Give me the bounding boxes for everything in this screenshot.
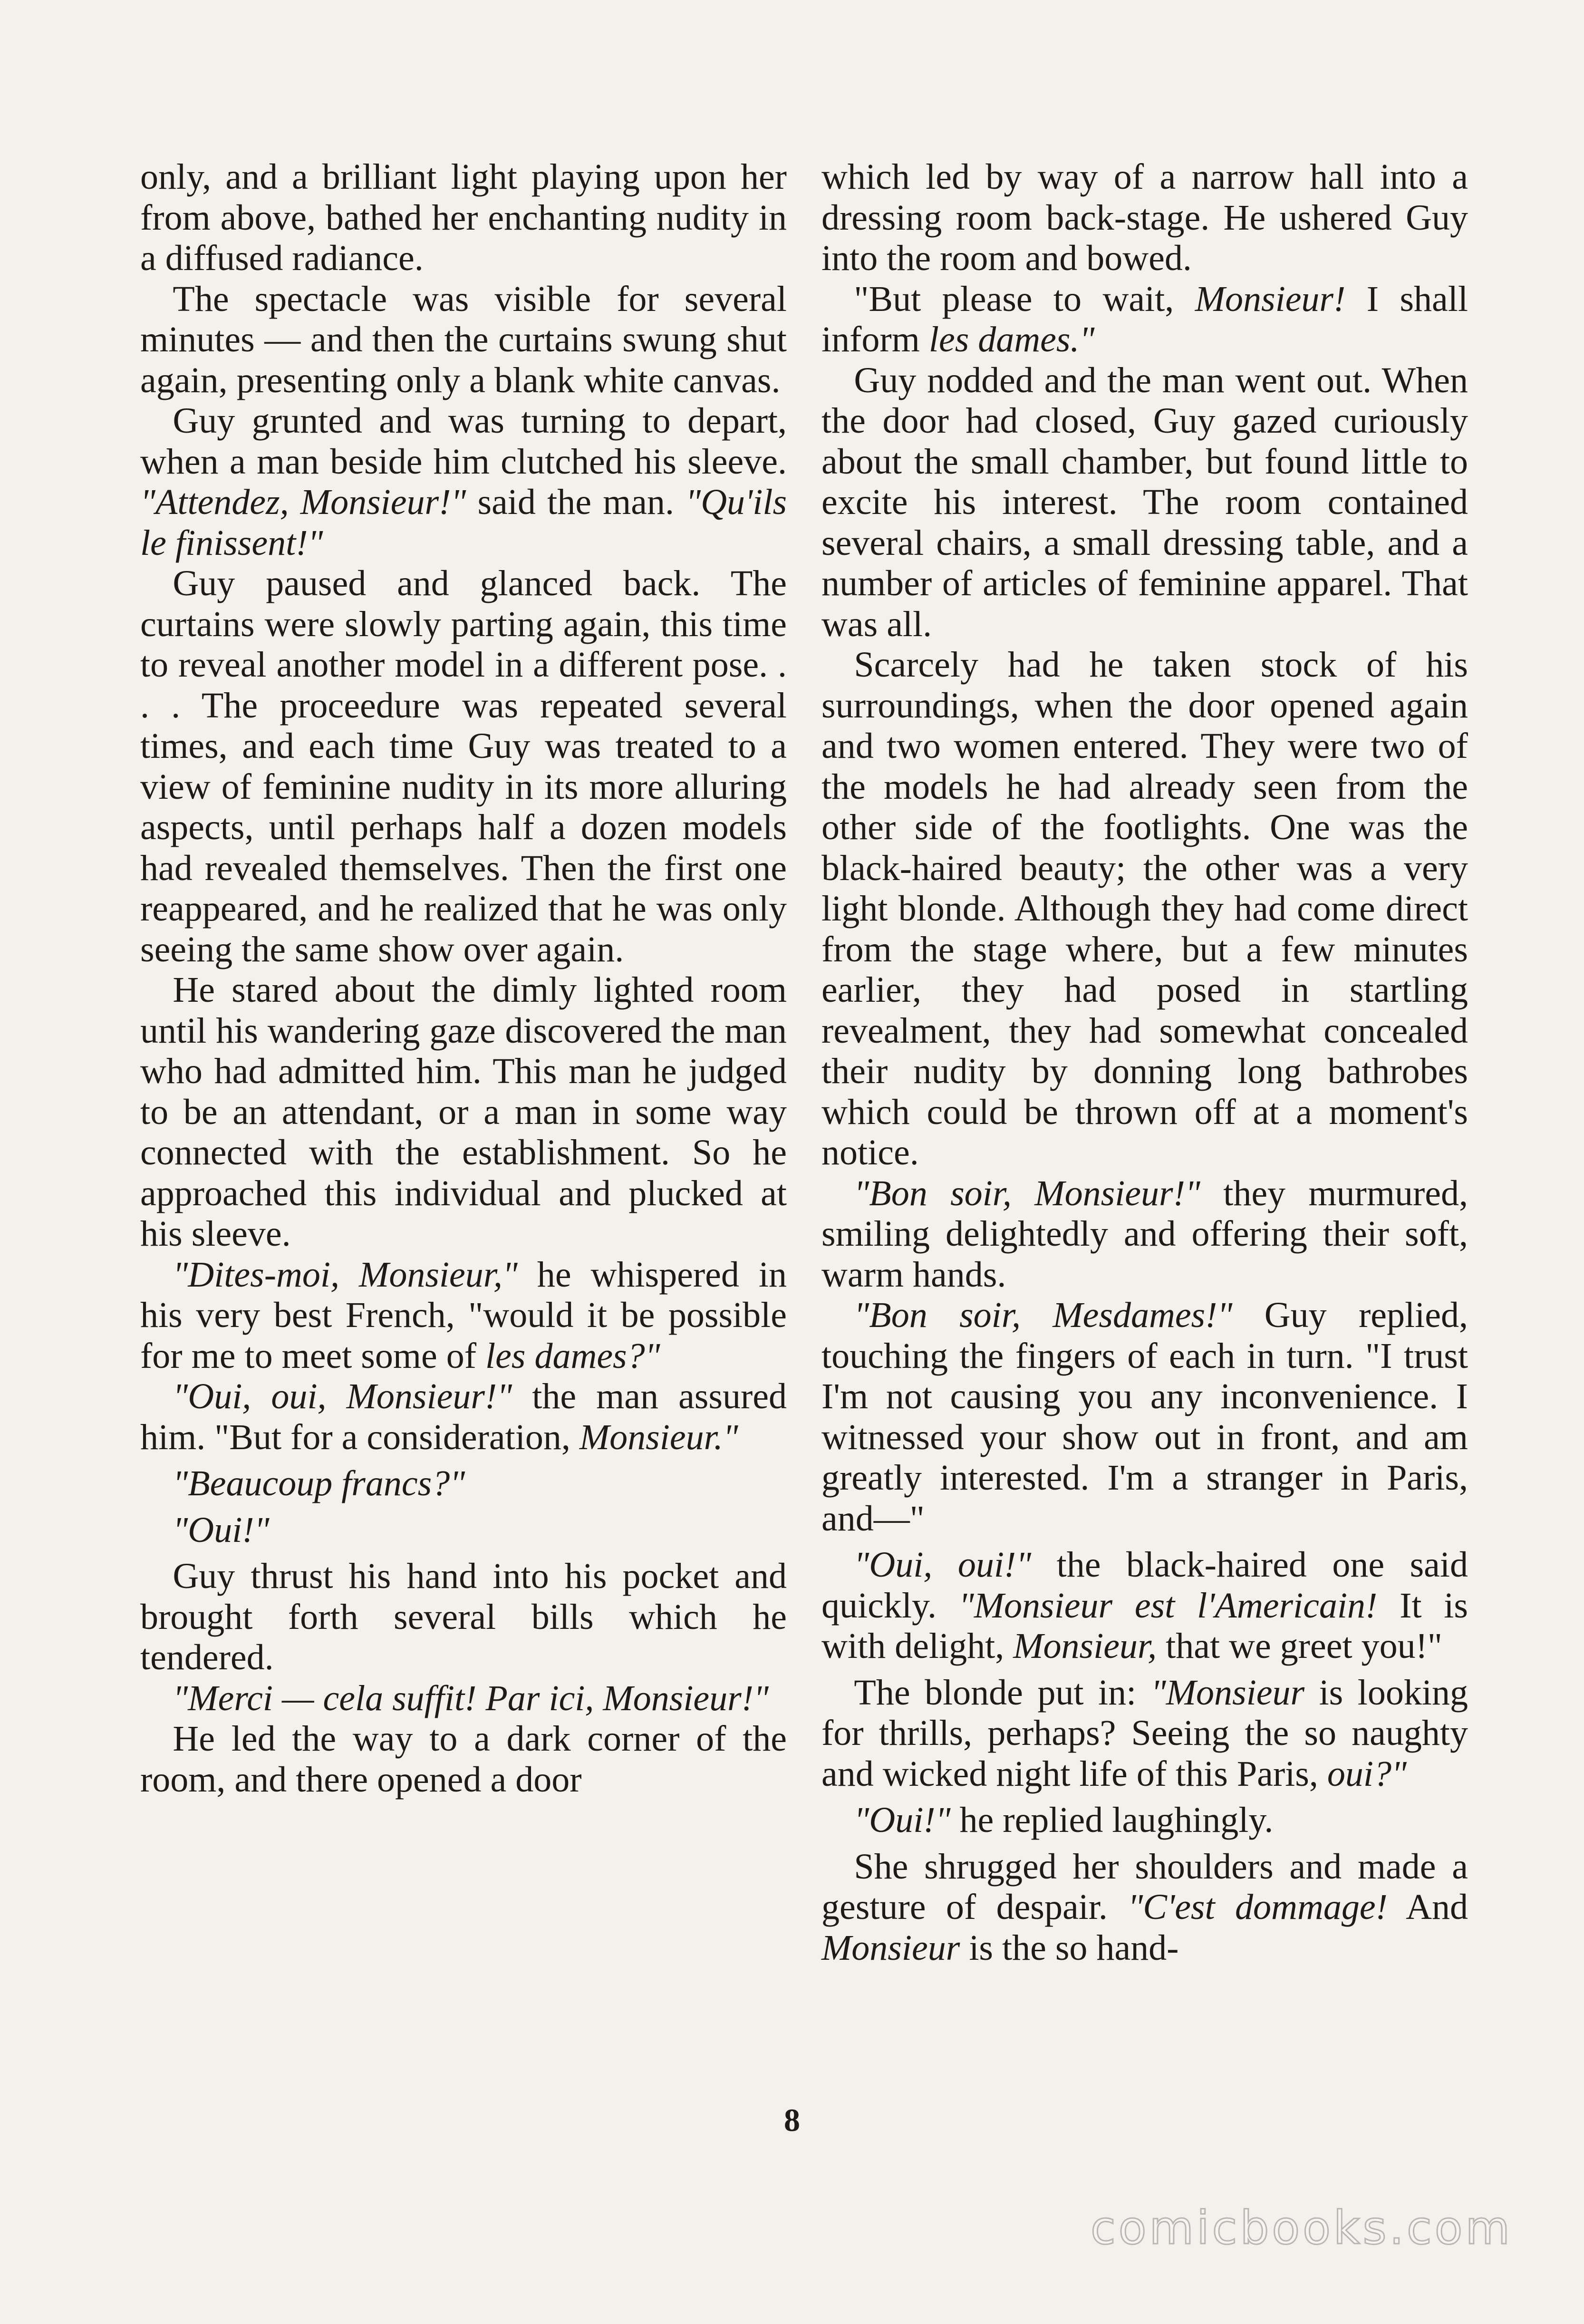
text-run: the black-haired one said quickly. — [821, 1545, 1468, 1626]
text-run: He stared about the dimly lighted room until his wandering gaze discovered the man who had admitted him. This man he judged to be an attendant, or a man in some way connected with the establishment. So he approached this individual and plucked at his sleeve. — [140, 970, 787, 1254]
italic-text: "Monsieur — [1150, 1672, 1305, 1713]
left-paragraph — [140, 563, 787, 970]
right-paragraph — [821, 157, 1468, 279]
italic-text: les dames?" — [485, 1336, 660, 1376]
watermark-logo: comicbooks.com — [1090, 2201, 1513, 2255]
right-paragraph — [821, 1295, 1468, 1539]
right-paragraph — [821, 1673, 1468, 1795]
right-paragraph — [821, 1173, 1468, 1296]
text-run: And — [1387, 1887, 1468, 1927]
text-run: he replied laughingly. — [950, 1800, 1274, 1840]
left-paragraph — [140, 401, 787, 563]
text-run: which led by way of a narrow hall into a dressing room back-stage. He ushered Guy into the room and bowed. — [821, 157, 1468, 278]
right-paragraph — [821, 1800, 1468, 1841]
text-run: Scarcely had he taken stock of his surroundings, when the door opened again and two women entered. They were two of the models he had already seen from the other side of the footlights. One was the black-haired beauty; the other was a very light blonde. Although they had come direct from the stage where, but a few minutes earlier, they had posed in startling revealment, they had somewhat concealed their nudity by donning long bathrobes which could be thrown off at a moment's notice. — [821, 645, 1468, 1172]
text-run: Guy thrust his hand into his pocket and brought forth several bills which he tendered. — [140, 1556, 787, 1677]
italic-text: les dames." — [928, 320, 1095, 359]
italic-text: "Monsieur est l'Americain! — [958, 1585, 1378, 1626]
italic-text: Monsieur! — [1195, 279, 1346, 319]
italic-text: "Merci — cela suffit! Par ici, Monsieur!" — [173, 1678, 769, 1718]
text-run: that we greet you!" — [1157, 1626, 1442, 1666]
page-number: 8 — [784, 2102, 800, 2138]
text-run: Guy paused and glanced back. The curtains were slowly parting again, this time to reveal another model in a different pose. . . . The proceedure was repeated several times, and each time Guy was treated to a view of feminine nudity in its more alluring aspects, until perhaps half a dozen models had revealed themselves. Then the first one reappeared, and he realized that he was only seeing the same show over again. — [140, 563, 787, 969]
italic-text: "Beaucoup francs?" — [173, 1463, 465, 1503]
text-run: I shall inform — [821, 279, 1468, 359]
text-run: he whispered in his very best French, "would it be possible for me to meet some of — [140, 1254, 787, 1376]
text-run: is the so hand- — [960, 1927, 1179, 1968]
left-column — [140, 157, 787, 1800]
right-paragraph — [821, 360, 1468, 645]
text-run: "But please to wait, — [854, 279, 1195, 319]
left-paragraph — [140, 1556, 787, 1678]
italic-text: Monsieur, — [1013, 1626, 1157, 1666]
text-run: He led the way to a dark corner of the room, and there opened a door — [140, 1719, 787, 1800]
italic-text: Monsieur — [821, 1927, 960, 1968]
italic-text: "Oui, oui, Monsieur!" — [173, 1376, 512, 1416]
left-paragraph — [140, 1678, 787, 1719]
left-paragraph — [140, 1510, 787, 1551]
text-run: Guy grunted and was turning to depart, when a man beside him clutched his sleeve. — [140, 401, 787, 482]
text-run: Guy replied, touching the fingers of each in turn. "I trust I'm not causing you any inconvenience. I witnessed your show out in front, and am greatly interested. I'm a stranger in Paris, and—" — [821, 1295, 1468, 1539]
text-run: She shrugged her shoulders and made a gesture of despair. — [821, 1846, 1468, 1927]
right-column — [821, 157, 1468, 1968]
text-run: they murmured, smiling delightedly and offering their soft, warm hands. — [821, 1173, 1468, 1295]
left-paragraph — [140, 1719, 787, 1800]
text-run: The blonde put in: — [854, 1672, 1151, 1713]
italic-text: oui?" — [1327, 1753, 1407, 1794]
text-run: only, and a brilliant light playing upon her from above, bathed her enchanting nudity in a diffused radiance. — [140, 157, 787, 278]
italic-text: "Qu'ils le finissent!" — [140, 482, 787, 563]
right-paragraph — [821, 1847, 1468, 1969]
text-run: is looking for thrills, perhaps? Seeing the so naughty and wicked night life of this Paris, — [821, 1672, 1468, 1794]
left-paragraph — [140, 157, 787, 279]
right-paragraph — [821, 645, 1468, 1173]
text-run: the man assured him. "But for a consideration, — [140, 1376, 787, 1457]
italic-text: "C'est dommage! — [1128, 1887, 1388, 1927]
left-paragraph — [140, 970, 787, 1255]
italic-text: "Bon soir, Mesdames!" — [854, 1295, 1233, 1335]
left-paragraph — [140, 1376, 787, 1458]
text-run: Guy nodded and the man went out. When the door had closed, Guy gazed curiously about the small chamber, but found little to excite his interest. The room contained several chairs, a small dressing table, and a number of articles of feminine apparel. That was all. — [821, 360, 1468, 644]
italic-text: "Oui, oui!" — [854, 1545, 1032, 1585]
right-paragraph — [821, 1545, 1468, 1667]
left-paragraph — [140, 1255, 787, 1377]
text-run: The spectacle was visible for several minutes — and then the curtains swung shut again, presenting only a blank white canvas. — [140, 279, 787, 400]
italic-text: "Dites-moi, Monsieur," — [173, 1254, 518, 1295]
italic-text: "Attendez, Monsieur!" — [140, 482, 466, 522]
left-paragraph — [140, 1463, 787, 1504]
left-paragraph — [140, 279, 787, 401]
text-run: said the man. — [466, 482, 686, 522]
right-paragraph — [821, 279, 1468, 360]
italic-text: Monsieur." — [579, 1417, 738, 1457]
italic-text: "Oui!" — [854, 1800, 951, 1840]
text-run: It is with delight, — [821, 1585, 1468, 1666]
italic-text: "Oui!" — [173, 1510, 270, 1550]
italic-text: "Bon soir, Monsieur!" — [854, 1173, 1200, 1213]
